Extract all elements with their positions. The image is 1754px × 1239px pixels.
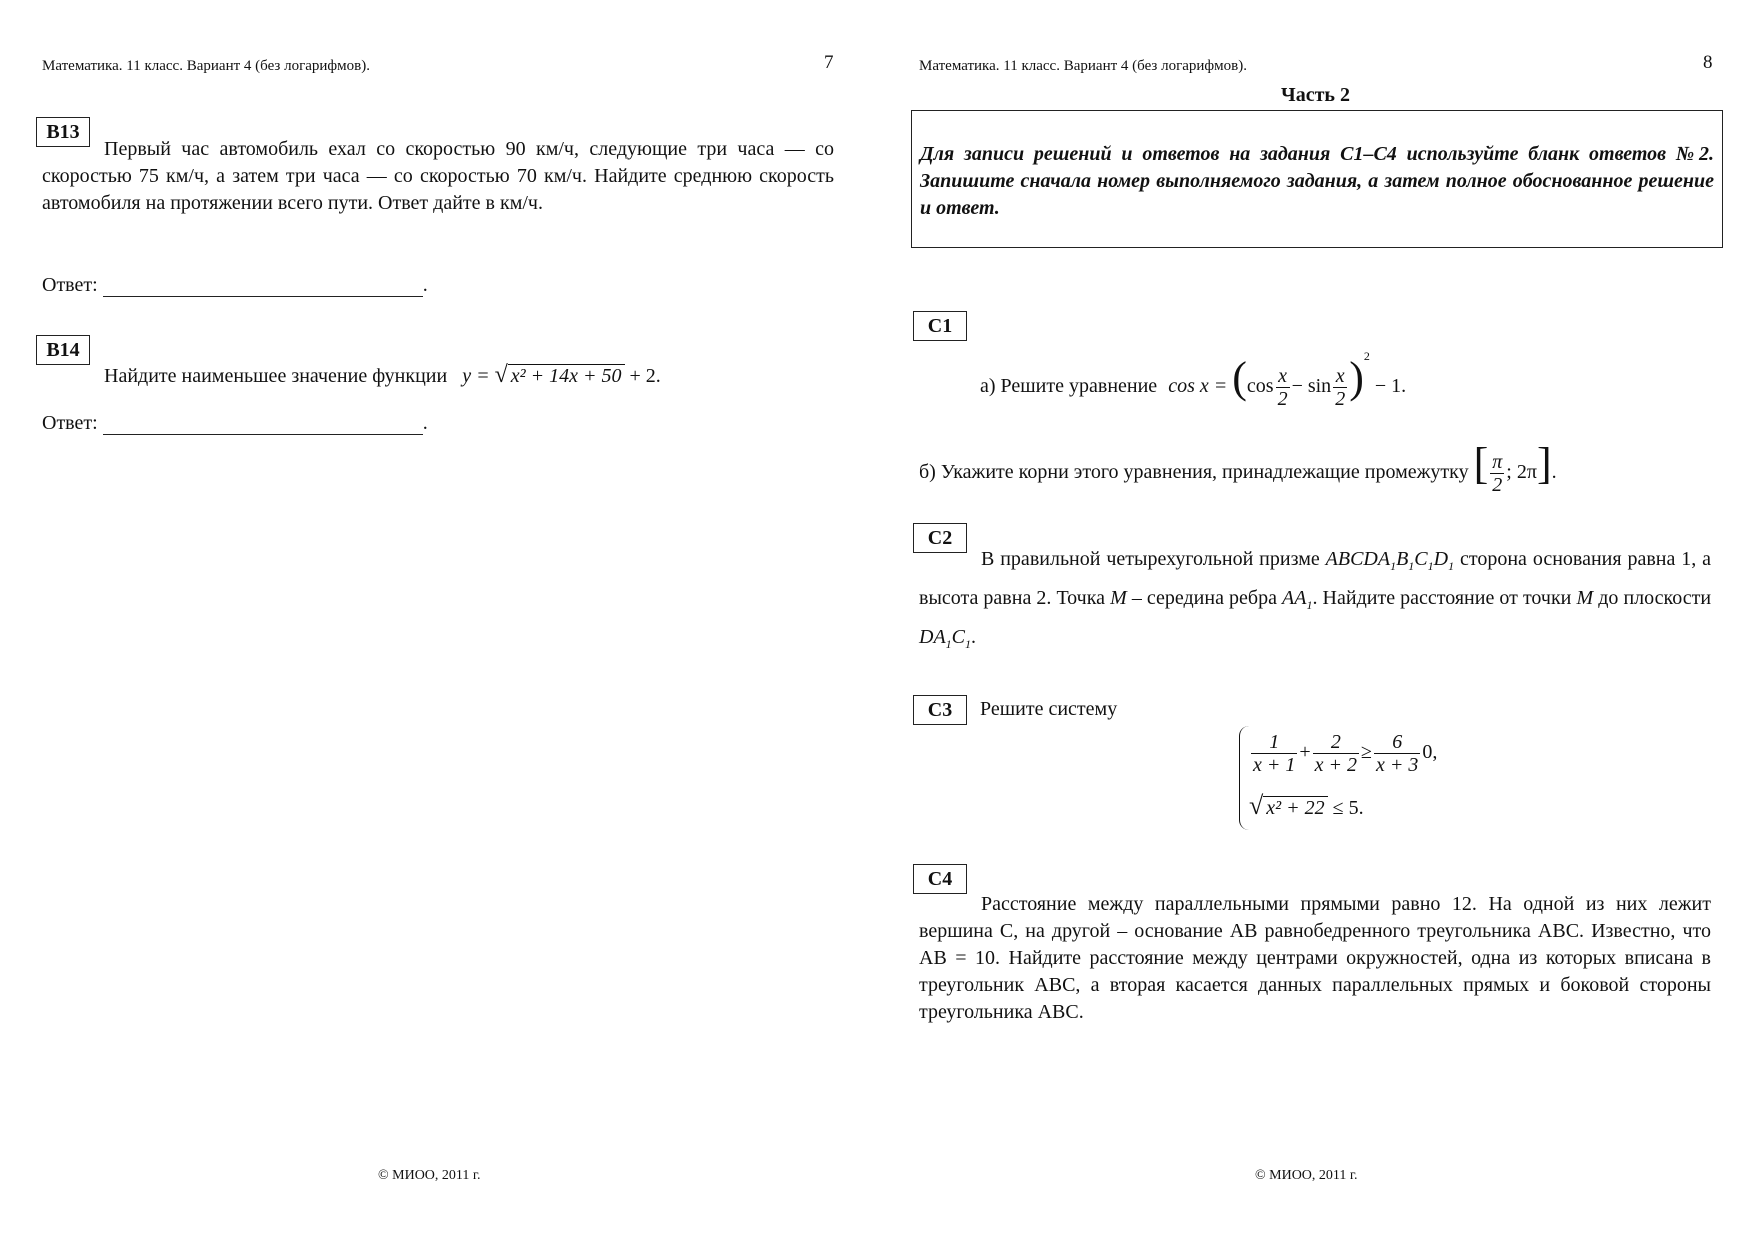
task-c2-text: В правильной четырехугольной призме $ABCDA_1B_1C_1D_1$ сторона основания равна 1, а высота равна 2. Точка M – середина ребра $AA_1$. Найдите расстояние от точки M до плоскости $DA_1C_1$. bbox=[919, 548, 1712, 651]
task-label-c2: C2 bbox=[913, 523, 967, 553]
answer-line bbox=[103, 414, 423, 435]
answer-label: Ответ: bbox=[42, 274, 98, 296]
task-label-c3: C3 bbox=[913, 695, 967, 725]
page-header: Математика. 11 класс. Вариант 4 (без логарифмов). bbox=[919, 58, 1247, 74]
c1-a-text: а) Решите уравнение bbox=[980, 375, 1158, 397]
c3-line-2: √ x² + 22 ≤ 5. bbox=[1249, 791, 1364, 820]
task-c4-text: Расстояние между параллельными прямыми равно 12. На одной из них лежит вершина C, на другой – основание AB равнобедренного треугольника ABC. Известно, что AB = 10. Найдите расстояние между центрами окружностей, одна из которых вписана в треугольник ABC, а вторая касается данных параллельных прямых и боковой стороны треугольника ABC. bbox=[919, 893, 1711, 1023]
formula-lhs: y = bbox=[462, 365, 490, 387]
task-b14-text: Найдите наименьшее значение функции y = √ x² + 14x + 50 + 2. bbox=[104, 362, 661, 388]
task-c1-part-b: б) Укажите корни этого уравнения, принадлежащие промежутку [ $\frac{\pi}{2}$ ; 2π]. bbox=[919, 439, 1557, 496]
c1-frac-2: $\frac{x}{2}$ bbox=[1335, 364, 1346, 410]
c1-minus-sin: − sin bbox=[1291, 375, 1332, 397]
task-b14-question: Найдите наименьшее значение функции bbox=[104, 365, 448, 387]
page-footer: © МИОО, 2011 г. bbox=[1255, 1168, 1358, 1183]
task-c1-part-a: а) Решите уравнение cos x = (cos $\frac{x}{2}$ − sin $\frac{x}{2}$ )$^2$ − 1. bbox=[980, 349, 1407, 410]
page-footer: © МИОО, 2011 г. bbox=[378, 1168, 481, 1183]
instructions-box: Для записи решений и ответов на задания С1–С4 используйте бланк ответов №2. Запишите сначала номер выполняемого задания, а затем полное обоснованное решение и ответ. bbox=[911, 110, 1723, 248]
formula-tail: + 2. bbox=[629, 365, 661, 387]
formula-radicand: x² + 14x + 50 bbox=[508, 364, 625, 387]
page-number: 7 bbox=[824, 52, 834, 73]
task-c3-text: Решите систему bbox=[980, 698, 1118, 720]
c1-formula-tail: − 1. bbox=[1374, 375, 1407, 397]
c3-line-1: $\frac{1}{x + 1}$ + $\frac{2}{x + 2}$ ≥ $\frac{6}{x + 3}$ 0, bbox=[1253, 730, 1438, 776]
c1-power: 2 bbox=[1363, 349, 1370, 364]
c1-formula-lhs: cos x = bbox=[1168, 375, 1228, 397]
page-number: 8 bbox=[1703, 52, 1713, 73]
c1-interval-tail: ; 2π bbox=[1506, 461, 1537, 483]
task-label-b14: B14 bbox=[36, 335, 90, 365]
task-label-c1: C1 bbox=[913, 311, 967, 341]
c1-b-text: б) Укажите корни этого уравнения, принадлежащие промежутку bbox=[919, 461, 1469, 483]
right-page bbox=[877, 0, 1754, 1239]
c1-cos: cos bbox=[1246, 375, 1274, 397]
c1-interval-frac: $\frac{\pi}{2}$ bbox=[1492, 450, 1503, 496]
answer-label: Ответ: bbox=[42, 412, 98, 434]
task-label-b13: B13 bbox=[36, 117, 90, 147]
prism-name: ABCDA bbox=[1325, 548, 1391, 570]
task-label-c4: C4 bbox=[913, 864, 967, 894]
answer-line bbox=[103, 276, 423, 297]
part-title: Часть 2 bbox=[1281, 84, 1350, 106]
page-header: Математика. 11 класс. Вариант 4 (без логарифмов). bbox=[42, 58, 370, 74]
answer-b13: Ответ: . bbox=[42, 274, 428, 296]
task-b13-text: Первый час автомобиль ехал со скоростью 90 км/ч, следующие три часа — со скоростью 75 км/ч, а затем три часа — со скоростью 70 км/ч. Найдите среднюю скорость автомобиля на протяжении всего пути. Ответ дайте в км/ч. bbox=[42, 138, 834, 214]
answer-b14: Ответ: . bbox=[42, 412, 428, 434]
c1-frac-1: $\frac{x}{2}$ bbox=[1277, 364, 1288, 410]
